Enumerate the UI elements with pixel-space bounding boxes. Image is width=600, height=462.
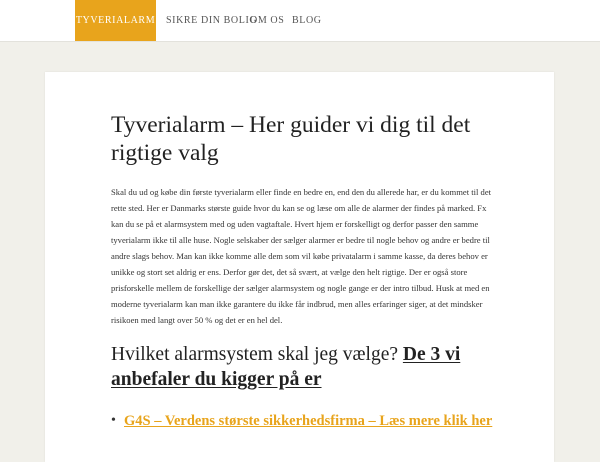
recommendation-list — [111, 410, 499, 432]
bullet-icon: • — [111, 413, 116, 428]
section-heading-text: Hvilket alarmsystem skal jeg vælge? — [111, 344, 399, 365]
intro-paragraph: Skal du ud og købe din første tyverialarm eller finde en bedre en, end den du allerede har, er du kommet til det rette sted. Her er Danmarks største guide hvor du kan se og læse om alle de alarmer der findes på marked. Fx kan du se på et alarmsystem med og uden vagtaftale. Hvert hjem er forskelligt og derfor passer den samme tyverialarm ikke til alle huse. Nogle selskaber der sælger alarmer er bedre til nogle behov og andre er bedre til andre slags behov. Man kan ikke komme alle dem som vil købe privatalarm i samme kasse, da deres behov er unikke og stort set aldrig er ens. Derfor gør det, det så svært, at vælge den helt rigtige. Der er også store prisforskelle mellem de forskellige der sælger alarmsystem og nogle gange er der intro tilbud. Husk at med en moderne tyverialarm kan man ikke garantere du ikke får indbrud, men alles erfaringer siger, at det mindsker risikoen med langt over 50 % og det er en hel del. — [111, 187, 492, 325]
nav-item-om-os[interactable]: OM OS — [250, 15, 285, 26]
g4s-link[interactable]: G4S – Verdens største sikkerhedsfirma – Læs mere klik her — [124, 413, 493, 429]
page-title: Tyverialarm – Her guider vi dig til det rigtige valg — [111, 112, 471, 166]
nav-item-blog[interactable]: BLOG — [292, 15, 322, 26]
nav-item-sikre-din-bolig[interactable]: SIKRE DIN BOLIG — [166, 15, 258, 26]
content-card — [45, 72, 554, 462]
nav-item-tyverialarm[interactable]: TYVERIALARM — [75, 0, 156, 41]
section-heading — [111, 342, 499, 392]
top-navigation — [0, 0, 600, 42]
article — [111, 111, 499, 432]
list-item — [111, 410, 499, 432]
recommendations-link[interactable]: De 3 vi anbefaler du kigger på er — [111, 344, 461, 390]
